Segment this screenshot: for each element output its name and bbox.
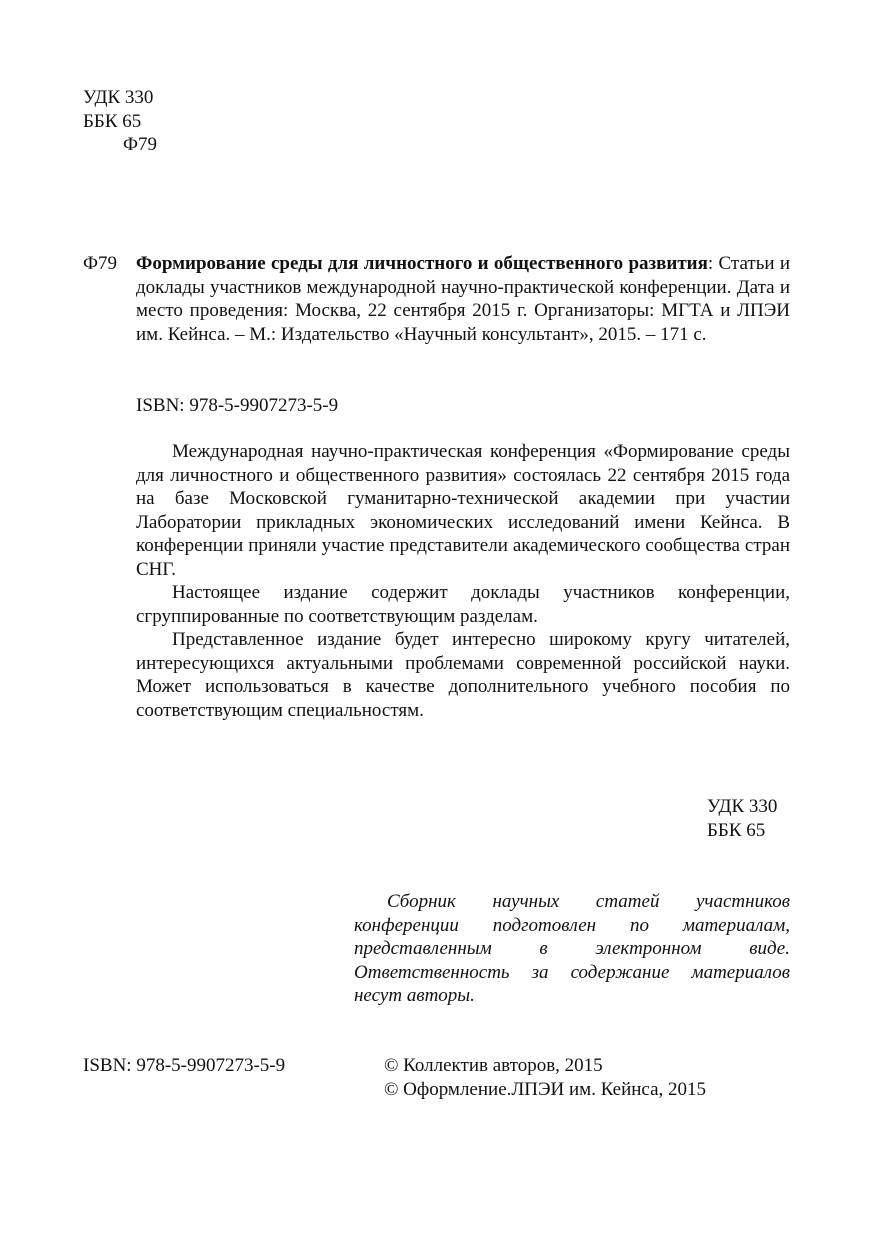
classification-codes-top bbox=[83, 86, 157, 157]
abstract bbox=[136, 440, 790, 722]
abstract-paragraph: Настоящее издание содержит доклады участников конференции, сгруппированные по соответствующим разделам. bbox=[136, 582, 790, 627]
catalog-entry bbox=[136, 252, 790, 346]
book-title: Формирование среды для личностного и общественного развития bbox=[136, 253, 708, 274]
footer-isbn: ISBN: 978-5-9907273-5-9 bbox=[83, 1055, 286, 1076]
isbn-line: ISBN: 978-5-9907273-5-9 bbox=[136, 395, 339, 416]
author-mark: Ф79 bbox=[123, 134, 158, 155]
copyright-design: © Оформление.ЛПЭИ им. Кейнса, 2015 bbox=[384, 1078, 707, 1100]
catalog-code: Ф79 bbox=[83, 253, 118, 274]
copyright-authors: © Коллектив авторов, 2015 bbox=[384, 1055, 603, 1076]
copyright-block bbox=[384, 1054, 706, 1101]
bbk-code: ББК 65 bbox=[707, 819, 766, 841]
bbk-code: ББК 65 bbox=[83, 110, 142, 132]
classification-codes-right bbox=[707, 795, 777, 842]
udk-code: УДК 330 bbox=[707, 796, 778, 817]
udk-code: УДК 330 bbox=[83, 87, 154, 108]
editorial-note: Сборник научных статей участников конференции подготовлен по материалам, представленным в электронном виде. Ответственность за содержание материалов несут авторы. bbox=[354, 891, 790, 1006]
abstract-paragraph: Международная научно-практическая конференция «Формирование среды для личностного и общественного развития» состоялась 22 сентября 2015 года на базе Московской гуманитарно-технической академии при участии Лаборатории прикладных экономических исследований имени Кейнса. В конференции приняли участие представители академического сообщества стран СНГ. bbox=[136, 441, 790, 580]
abstract-paragraph: Представленное издание будет интересно широкому кругу читателей, интересующихся актуальными проблемами современной российской науки. Может использоваться в качестве дополнительного учебного пособия по соответствующим специальностям. bbox=[136, 629, 790, 721]
book-description: : Статьи и доклады участников международной научно-практической конференции. Дата и место проведения: Москва, 22 сентября 2015 г. Организаторы: МГТА и ЛПЭИ им. Кейнса. – М.: Издательство «Научный консультант», 2015. – 171 с. bbox=[136, 253, 791, 345]
